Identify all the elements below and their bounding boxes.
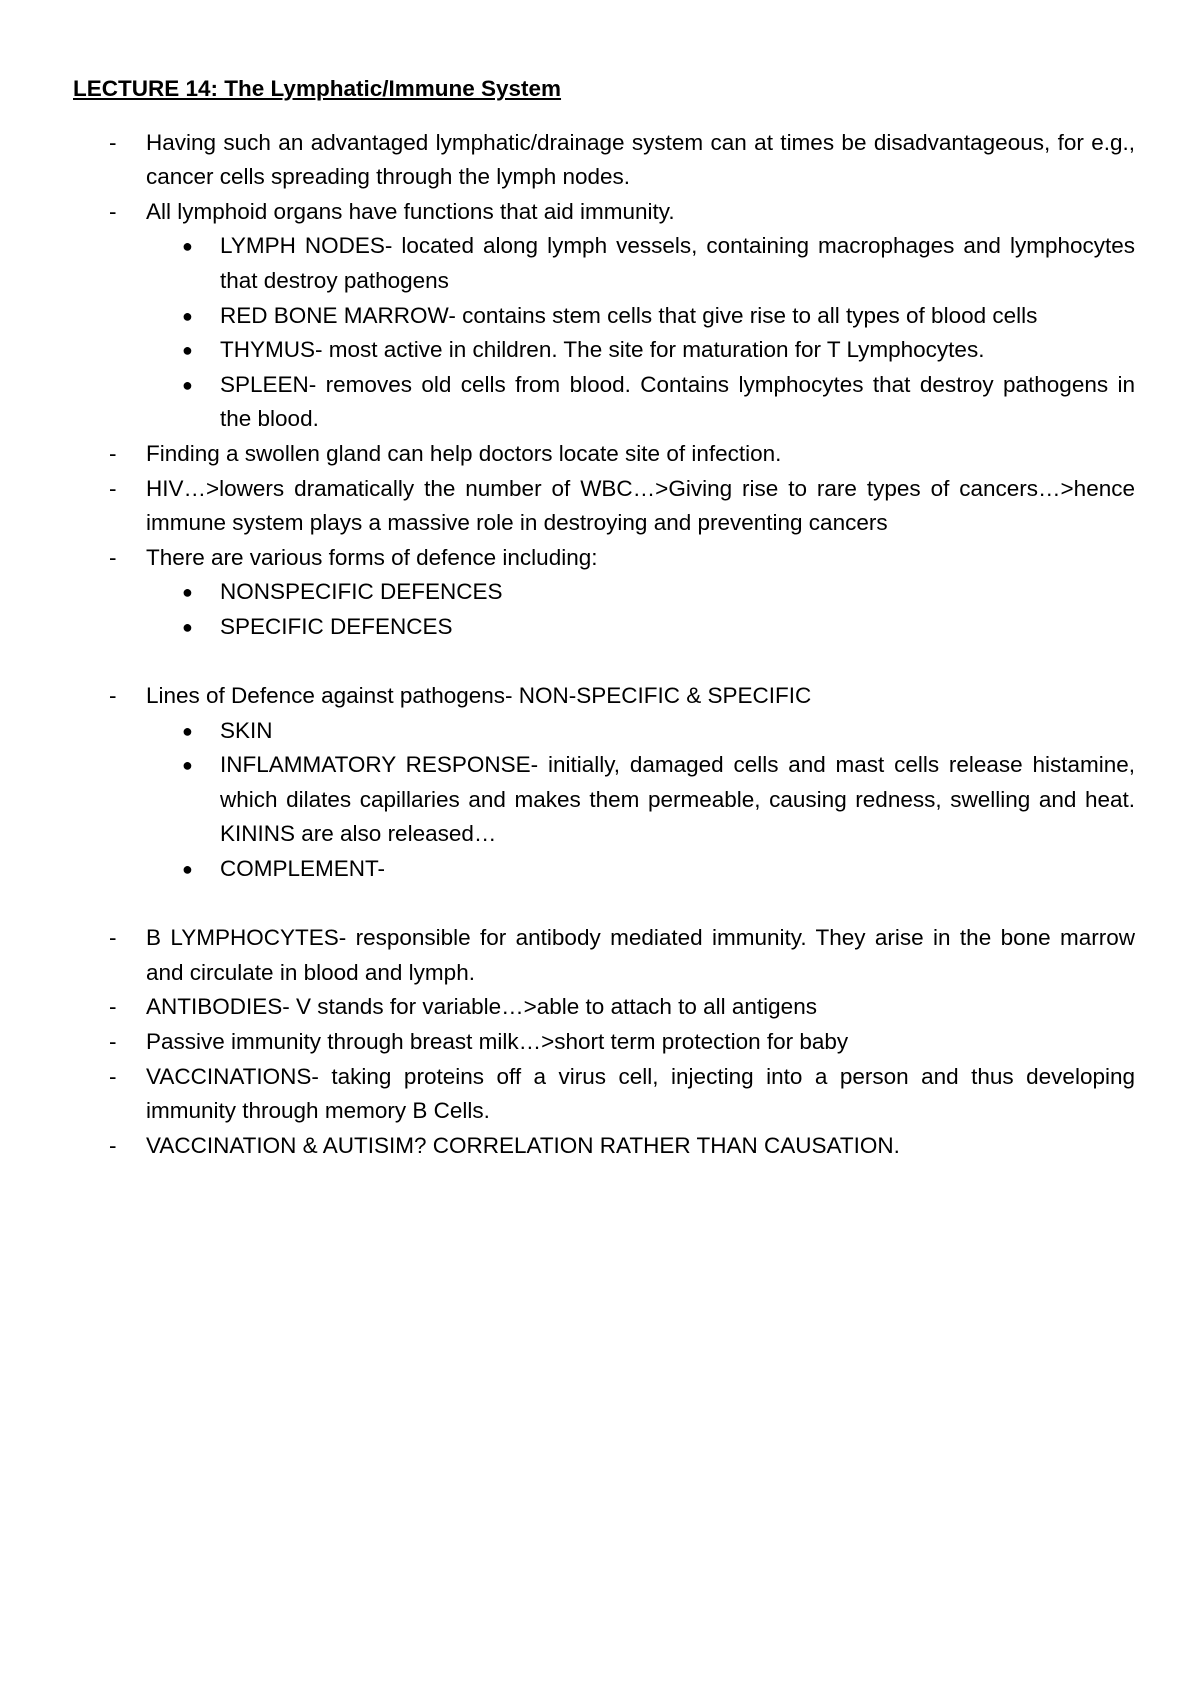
list-item	[73, 921, 1135, 990]
dash-marker: -	[109, 1132, 117, 1158]
list-item	[73, 1060, 1135, 1129]
sub-list-item	[73, 368, 1135, 437]
dash-marker: -	[109, 925, 117, 951]
sub-list-item-text: INFLAMMATORY RESPONSE- initially, damaged cells and mast cells release histamine, which dilates capillaries and makes them permeable, causing redness, swelling and heat. KININS are also released…	[220, 752, 1135, 847]
list-item-text: HIV…>lowers dramatically the number of WBC…>Giving rise to rare types of cancers…>hence immune system plays a massive role in destroying and preventing cancers	[146, 475, 1135, 536]
dash-marker: -	[109, 1063, 117, 1089]
sub-list-item-text: SKIN	[220, 717, 273, 743]
bullet-marker: ●	[182, 720, 193, 741]
list-item	[73, 472, 1135, 541]
dash-marker: -	[109, 440, 117, 466]
section-gap	[73, 887, 1135, 922]
sub-list-item	[73, 714, 1135, 749]
sub-list-item-text: LYMPH NODES- located along lymph vessels, containing macrophages and lymphocytes that destroy pathogens	[220, 233, 1135, 293]
bullet-marker: ●	[182, 755, 193, 776]
sub-list-item-text: NONSPECIFIC DEFENCES	[220, 579, 503, 605]
sub-list-item	[73, 575, 1135, 610]
list-item-text: Finding a swollen gland can help doctors locate site of infection.	[146, 440, 782, 466]
sub-list-item-text: THYMUS- most active in children. The site for maturation for T Lymphocytes.	[220, 337, 985, 363]
dash-marker: -	[109, 683, 117, 709]
bullet-marker: ●	[182, 374, 193, 395]
list-item	[73, 126, 1135, 195]
bullet-marker: ●	[182, 616, 193, 637]
list-item-text: Lines of Defence against pathogens- NON-SPECIFIC & SPECIFIC	[146, 683, 812, 709]
bullet-marker: ●	[182, 236, 193, 257]
list-item	[73, 679, 1135, 887]
section-gap	[73, 645, 1135, 680]
sub-list-item	[73, 333, 1135, 368]
bullet-marker: ●	[182, 340, 193, 361]
sub-list	[146, 575, 1135, 644]
list-item-text: Passive immunity through breast milk…>short term protection for baby	[146, 1029, 849, 1055]
sub-list	[146, 229, 1135, 437]
sub-list-item-text: SPECIFIC DEFENCES	[220, 613, 453, 639]
list-item-text: VACCINATIONS- taking proteins off a virus cell, injecting into a person and thus developing immunity through memory B Cells.	[146, 1063, 1135, 1124]
dash-marker: -	[109, 129, 117, 155]
bullet-marker: ●	[182, 859, 193, 880]
list-item-text: B LYMPHOCYTES- responsible for antibody mediated immunity. They arise in the bone marrow and circulate in blood and lymph.	[146, 925, 1135, 985]
list-item-text: There are various forms of defence including:	[146, 544, 598, 570]
list-item	[73, 541, 1135, 645]
list-item	[73, 990, 1135, 1025]
dash-marker: -	[109, 994, 117, 1020]
document-body	[73, 126, 1135, 1164]
bullet-marker: ●	[182, 305, 193, 326]
bullet-marker: ●	[182, 582, 193, 603]
notes-list	[73, 679, 1135, 887]
page-title: LECTURE 14: The Lymphatic/Immune System	[73, 76, 562, 101]
list-item	[73, 1129, 1135, 1164]
sub-list-item	[73, 299, 1135, 334]
list-item	[73, 437, 1135, 472]
notes-list	[73, 921, 1135, 1163]
list-item-text: Having such an advantaged lymphatic/drainage system can at times be disadvantageous, for e.g., cancer cells spreading through the lymph nodes.	[146, 129, 1135, 190]
sub-list-item-text: RED BONE MARROW- contains stem cells that give rise to all types of blood cells	[220, 302, 1038, 328]
sub-list-item	[73, 229, 1135, 298]
dash-marker: -	[109, 475, 117, 501]
dash-marker: -	[109, 544, 117, 570]
sub-list-item	[73, 748, 1135, 852]
list-item-text: All lymphoid organs have functions that aid immunity.	[146, 198, 675, 224]
list-item-text: VACCINATION & AUTISIM? CORRELATION RATHER THAN CAUSATION.	[146, 1132, 900, 1158]
list-item	[73, 195, 1135, 437]
list-item-text: ANTIBODIES- V stands for variable…>able to attach to all antigens	[146, 994, 817, 1020]
dash-marker: -	[109, 1029, 117, 1055]
sub-list-item	[73, 610, 1135, 645]
list-item	[73, 1025, 1135, 1060]
sub-list-item	[73, 852, 1135, 887]
sub-list-item-text: SPLEEN- removes old cells from blood. Contains lymphocytes that destroy pathogens in the blood.	[220, 371, 1135, 432]
dash-marker: -	[109, 198, 117, 224]
sub-list-item-text: COMPLEMENT-	[220, 856, 386, 882]
notes-list	[73, 126, 1135, 645]
sub-list	[146, 714, 1135, 887]
document-page	[73, 72, 1135, 1163]
